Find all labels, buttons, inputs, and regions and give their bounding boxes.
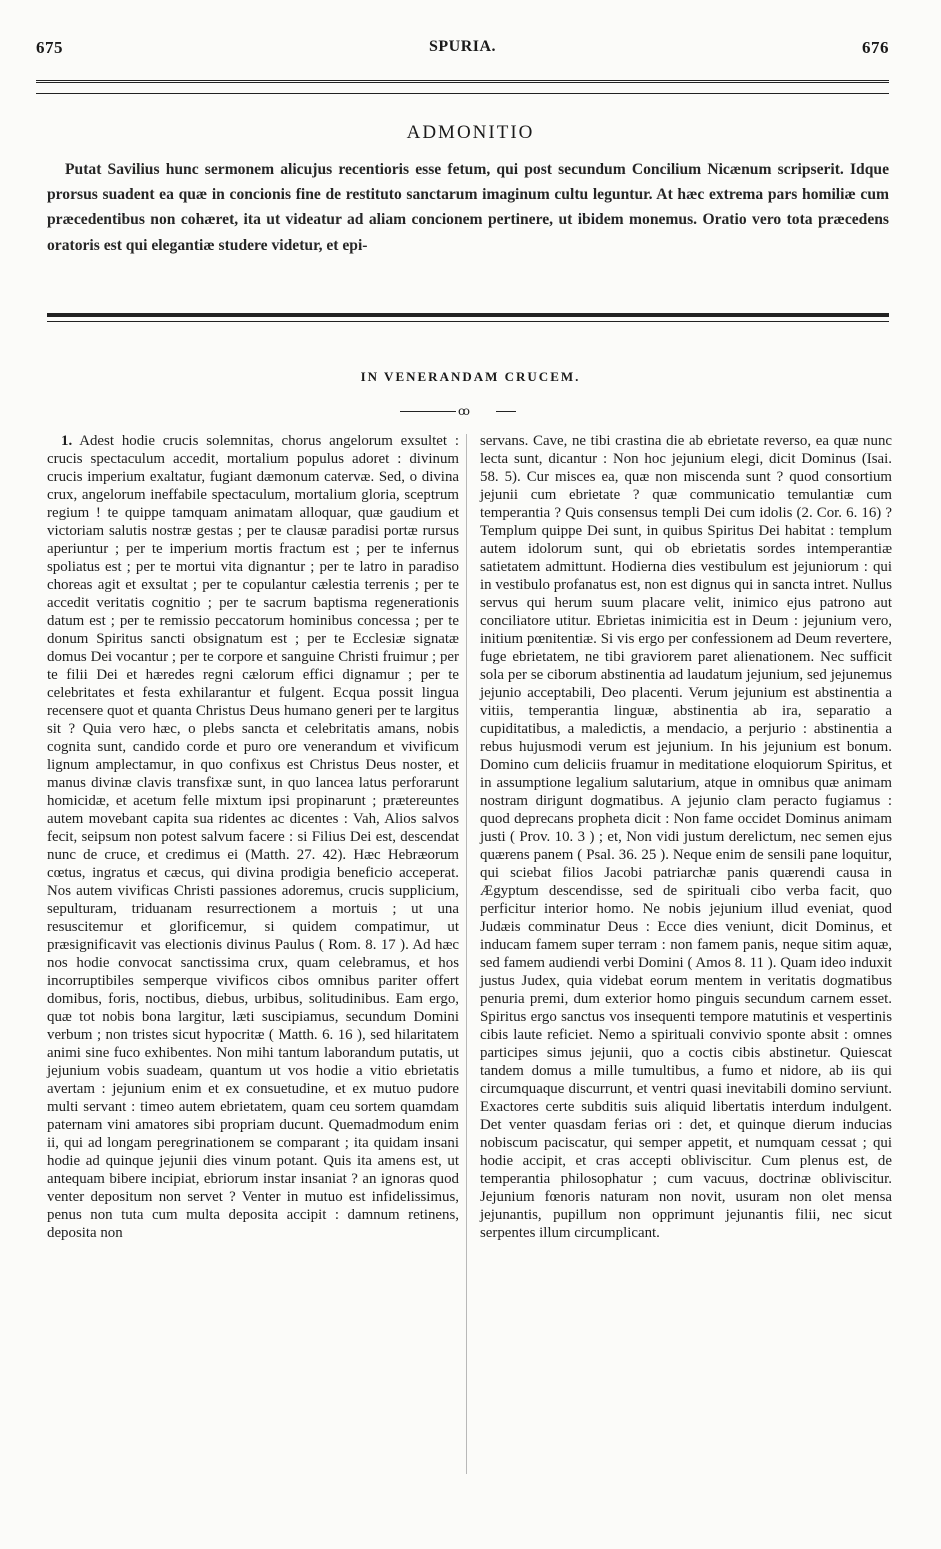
paragraph-continued <box>480 432 892 1242</box>
section-divider-thick <box>47 313 889 317</box>
ornament-glyph: ꝏ <box>458 404 470 418</box>
text-column-left <box>47 432 459 1478</box>
ornament-line-left <box>400 411 456 412</box>
paragraph-number: 1. <box>61 433 73 449</box>
section-divider-thin <box>47 321 889 322</box>
paragraph-text-right: servans. Cave, ne tibi crastina die ab ebrietate reverso, ea quæ nunc lecta sunt, dicantur : Non hoc jejunium elegi, dicit Dominus (Isai. 58. 5). Cur misces ea, quæ non miscenda sunt ? quod consortium jejunii cum ebrietate ? quæ communicatio temulantiæ cum temperantia ? Quis consensus templi Dei cum idolis (2. Cor. 6. 16) ? Templum quippe Dei sunt, in quibus Spiritus Dei habitat : templum autem idolorum sunt, qui ob ebrietatis sordes intemperantiæ satietatem admittunt. Hodierna dies vestibulum est jejuniorum : qui in vestibulo profanatus est, non est dignus qui in sancta intret. Nullus servus qui herum suum placare velit, inimico ejus patrono aut conciliatore utitur. Ebrietas inimicitia est in Deum : jejunium vero, initium pœnitentiæ. Si vis ergo per confessionem ad Deum revertere, fuge ebrietatem, ne tibi graviorem paret alienationem. Nec sufficit sola per se ciborum abstinentia ad laudatum jejunium, sed jejunemus jejunio acceptabili, Deo placenti. Verum jejunium est abstinentia a vitiis, temperantia linguæ, abstinentia ab ira, separatio a cupiditatibus, a maledictis, a mendacio, a perjurio : abstinentia a rebus hujusmodi verum est jejunium. In his jejunium est bonum. Domino cum deliciis fruamur in meditatione eloquiorum Spiritus, et in assumptione legalium salutarium, atque in omnibus quæ animam nostram dirigunt dogmatibus. A jejunio clam peracto fugiamus : quod deprecans propheta dicit : Non fame occidet Dominus animam justi ( Prov. 10. 3 ) ; et, Non vidi justum derelictum, nec semen ejus quærens panem ( Psal. 36. 25 ). Neque enim de sensili pane loquitur, qui sciebat filios Jacobi patriarchæ panis quærendi causa in Ægyptum descendisse, sed de spirituali cibo verba facit, quo perficitur interior homo. Ne nobis jejunium illud eveniat, quod Judæis comminatur Deus : Ecce dies veniunt, dicit Dominus, et inducam famem super terram : non famem panis, neque sitim aquæ, sed famem audiendi verbi Domini ( Amos 8. 11 ). Quam ideo induxit justus Judex, quia videbat eorum mentem in veritatis dogmatibus penuria premi, dum exterior homo pinguis secundum carnem esset. Spiritus ergo sanctus vos insequenti tempore matutinis et vespertinis cibis laute reficiet. Nemo a spirituali convivio sponte absit : omnes participes simus jejunii, quo a coctis cibis abstinetur. Quiescat tandem domus a mille tumultibus, a fumo et nidore, ab iis qui circumquaque discurrunt, et ventri quasi inevitabili domino serviunt. Exactores certe subditis suis aliquid libertatis interdum indulgent. Det venter quasdam ferias ori : det, et quinque dierum inducias nobiscum paciscatur, qui semper appetit, et numquam cessat ; qui hodie accipit, et cras accepti obliviscitur. Cum plenus est, de temperantia philosophatur ; cum vacuus, doctrinæ obliviscitur. Jejunium fœnoris naturam non novit, usuram non olet mensa jejunantis, pupillum non opprimunt jejunantis filii, nec sicut serpentes illum circumplicant. <box>480 433 892 1241</box>
paragraph-text-left: Adest hodie crucis solemnitas, chorus angelorum exsultet : crucis spectaculum accedit, mortalium populus adoret : divinum crucis imperium exaltatur, fugiant dæmonum catervæ. Sed, o divina crux, angelorum ineffabile spectaculum, mortalium gloria, sceptrum regium ! te quippe tamquam animatam alloquar, quæ gaudium et victoriam salutis nostræ gestas ; per te clausæ paradisi portæ rursus aperiuntur ; per te imperium mortis fractum est ; per te infernus spoliatus est ; per te mortui vita dignantur ; per te latro in paradiso choreas agit et exsultat ; per te copulantur cælestia terrenis ; per te accedit veritatis cognitio ; per te sacrum baptisma regenerationis datum est ; per te remissio peccatorum hominibus concessa ; per te donum Spiritus sancti obsignatum est ; per te Ecclesiæ signatæ domus Dei vocantur ; per te corpore et sanguine Christi fruimur ; per te filii Dei et hæredes regni cælorum effici dignamur ; per te celebritates et festa exhilarantur et fulgent. Ecqua possit lingua recensere quot et quanta Christus Deus humano generi per te largitus sit ? Quia vero hæc, o plebs sancta et celebritatis amans, nobis cognita sunt, candido corde et puro ore venerandum et vivificum lignum amplectamur, in quo confixus est Christus Deus noster, et manus divinæ clavis transfixæ sunt, in quo lancea latus perforarunt homicidæ, et acetum felle mixtum ipsi propinarunt ; prætereuntes autem movebant capita sua ridentes ac dicentes : Vah, Alios salvos fecit, seipsum non potest salvum facere : si Filius Dei est, descendat nunc de cruce, et credimus ei (Matth. 27. 42). Hæc Hebræorum cœtus, ingratus et cæcus, qui divina prodigia beneficio acceperat. Nos autem vivificas Christi passiones adoremus, crucis supplicium, sepulturam, triduanam resurrectionem a mortuis ; ut una resuscitemur et glorificemur, si quidem compatimur, ut præsignificavit vas electionis divinus Paulus ( Rom. 8. 17 ). Ad hæc nos hodie convocat sanctissima crux, quam celebramus, et hos incorruptibiles semperque vivificos cibos omnibus pariter offert domibus, foris, noctibus, diebus, urbibus, solitudinibus. Eam ergo, quæ tot nobis bona largitur, læti suscipiamus, secundum Domini verbum ; non tristes sicut hypocritæ ( Matth. 6. 16 ), sed hilaritatem animi sine fuco exhibentes. Non mihi tantum laborandum putatis, ut jejunium vobis suadeam, quantum ut vos hodie a vitio ebrietatis avertam : jejunium enim et ex consuetudine, et ex mutuo pudore multi servant : timeo autem ebrietatem, quam ceu sortem quamdam paternam vini amatores sibi propriam ducunt. Quemadmodum enim ii, qui ad longam peregrinationem se comparant ; ita quidam insani hodie ad quinque jejunii dies vinum potant. Quis ita amens est, ut antequam bibere incipiat, ebriorum instar insaniat ? an ignoras quod venter depositum non servet ? Venter in mutuo est infidelissimus, penus non tuta cum multa deposita accipit : damnum retinens, deposita non <box>47 433 459 1241</box>
header-rule <box>36 80 889 83</box>
admonitio-text: Putat Savilius hunc sermonem alicujus recentioris esse fetum, qui post secundum Concilium Nicænum scripserit. Idque prorsus suadent ea quæ in concionis fine de restituto sanctarum imaginum cultu leguntur. At hæc extrema pars homiliæ cum præcedentibus non cohæret, ita ut videatur ad aliam concionem pertinere, ut ibidem monemus. Oratio vero tota præcedens oratoris est qui elegantiæ studere videtur, et epi- <box>47 161 889 254</box>
page-number-right: 676 <box>862 38 889 57</box>
running-header <box>36 38 889 64</box>
paragraph <box>47 432 459 1242</box>
admonitio-title: ADMONITIO <box>406 122 535 143</box>
ornament-line-right <box>496 411 516 412</box>
ornament-divider <box>400 404 516 418</box>
section-title: IN VENERANDAM CRUCEM. <box>360 369 581 384</box>
running-title: SPURIA. <box>428 38 497 55</box>
column-divider <box>466 434 467 1474</box>
header-rule-thin <box>36 93 889 94</box>
text-column-right <box>480 432 892 1478</box>
page-number-left: 675 <box>36 38 63 57</box>
